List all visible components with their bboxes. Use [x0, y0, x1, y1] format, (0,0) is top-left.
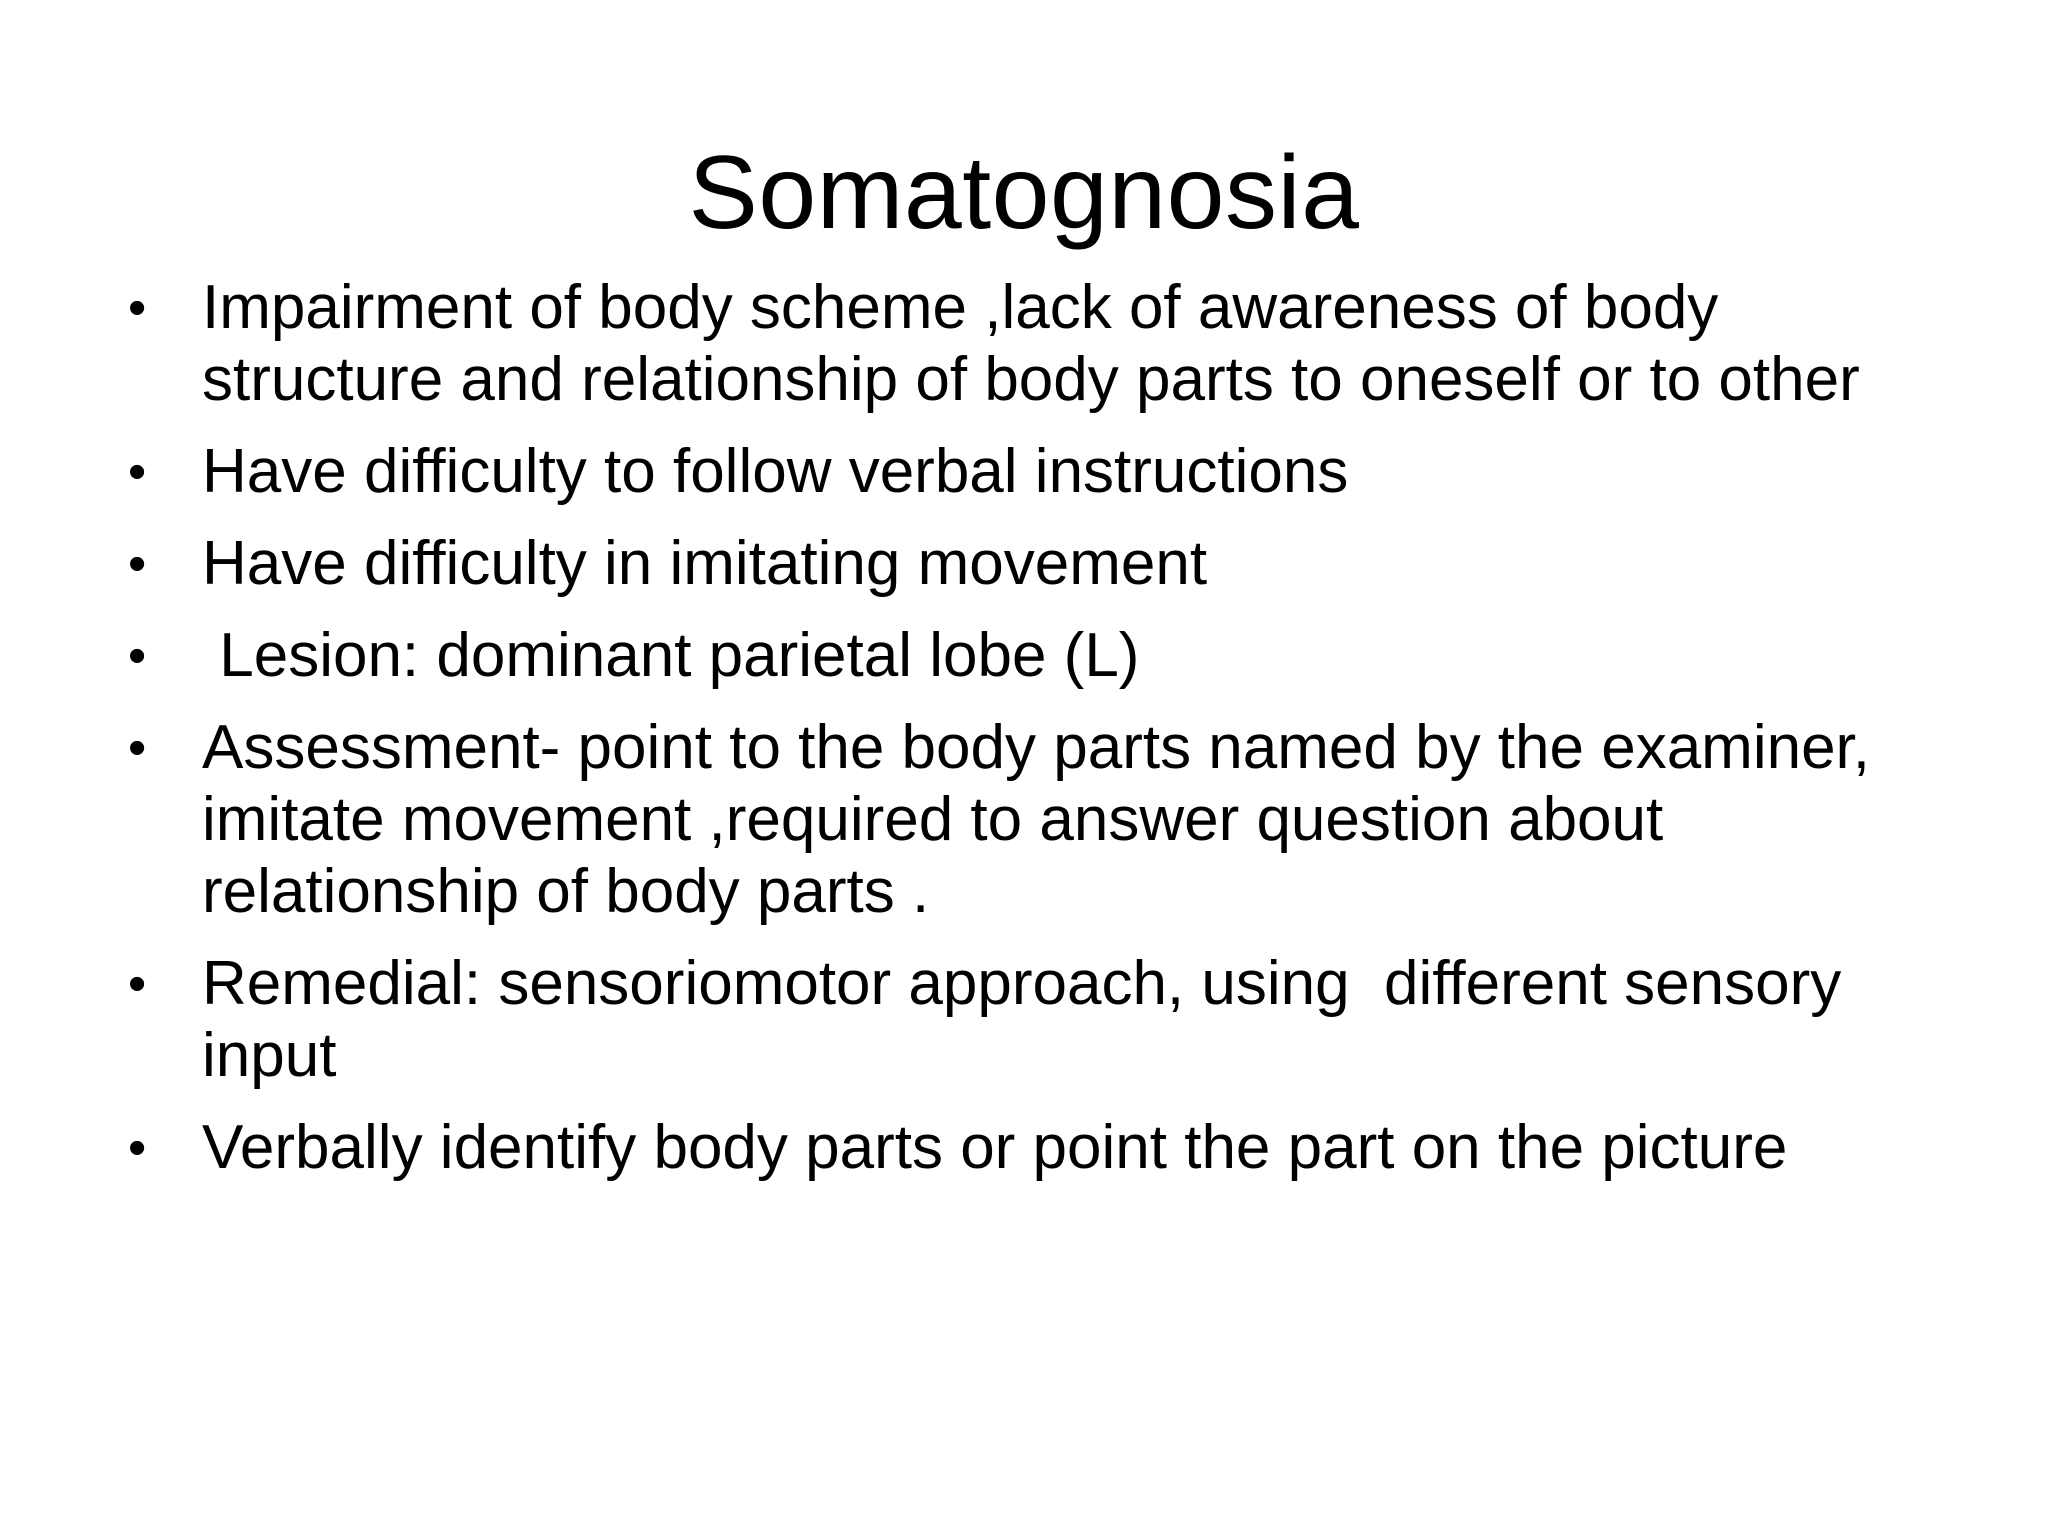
bullet-text: Impairment of body scheme ,lack of awareness of body structure and relationship of body parts to oneself or to other	[202, 273, 1860, 414]
bullet-list	[120, 272, 1950, 1204]
bullet-item	[120, 948, 1950, 1092]
bullet-point-icon: •	[128, 535, 147, 593]
bullet-item	[120, 272, 1950, 416]
bullet-text: Have difficulty to follow verbal instructions	[202, 437, 1349, 506]
bullet-point-icon: •	[128, 1119, 147, 1177]
slide-title: Somatognosia	[688, 135, 1360, 251]
bullet-point-icon: •	[128, 443, 147, 501]
bullet-item	[120, 712, 1950, 928]
bullet-text: Have difficulty in imitating movement	[202, 529, 1208, 598]
bullet-point-icon: •	[128, 627, 147, 685]
bullet-text: Assessment- point to the body parts named by the examiner, imitate movement ,required to answer question about relationship of body parts .	[202, 713, 1888, 926]
bullet-point-icon: •	[128, 279, 147, 337]
bullet-point-icon: •	[128, 719, 147, 777]
bullet-text: Remedial: sensoriomotor approach, using different sensory input	[202, 949, 1859, 1090]
bullet-item	[120, 528, 1950, 600]
bullet-item	[120, 1112, 1950, 1184]
bullet-item	[120, 436, 1950, 508]
bullet-item	[120, 620, 1950, 692]
bullet-point-icon: •	[128, 955, 147, 1013]
bullet-text: Verbally identify body parts or point the part on the picture	[202, 1113, 1788, 1182]
bullet-text: Lesion: dominant parietal lobe (L)	[202, 621, 1140, 690]
